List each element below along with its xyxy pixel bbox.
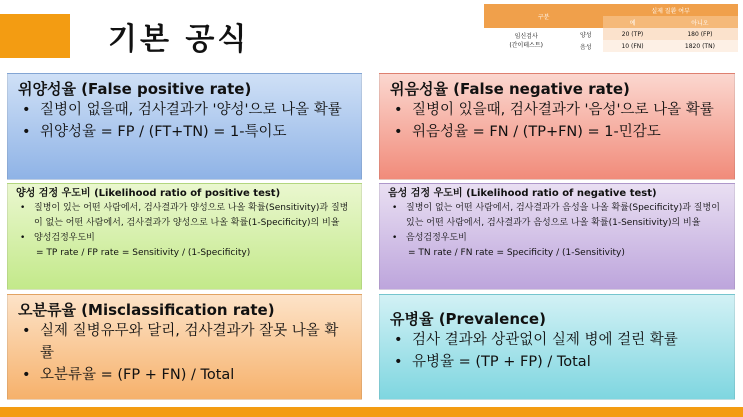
false-negative-box bbox=[379, 73, 735, 180]
table-cell-tn: 1820 (TN) bbox=[662, 40, 738, 52]
table-row-group-label: 임신검사 (간이테스트) bbox=[484, 28, 568, 52]
list-item: • 양성검정우도비 bbox=[16, 231, 353, 246]
list-item: • 위양성율 = FP / (FT+TN) = 1-특이도 bbox=[18, 121, 351, 143]
list-item: • 검사 결과와 상관없이 실제 병에 걸린 확률 bbox=[390, 329, 724, 351]
page-title: 기본 공식 bbox=[108, 22, 250, 57]
false-positive-title: 위양성율 (False positive rate) bbox=[18, 80, 252, 98]
list-item: • 질병이 있을때, 검사결과가 '음성'으로 나올 확률 bbox=[390, 99, 724, 121]
bottom-accent-bar bbox=[0, 407, 743, 417]
table-row-positive: 양성 bbox=[568, 28, 603, 40]
list-item: • 질병이 있는 어떤 사람에서, 검사결과가 양성으로 나올 확률(Sensitivity)과 질병이 없는 어떤 사람에서, 검사결과가 양성으로 나올 확률(1-Specificity)의 비율 bbox=[16, 201, 353, 231]
table-header-yes: 예 bbox=[603, 16, 662, 28]
lr-positive-box bbox=[7, 183, 362, 290]
table-row-negative: 음성 bbox=[568, 40, 603, 52]
table-header-group: 실제 질환 여부 bbox=[603, 4, 738, 16]
false-positive-box bbox=[7, 73, 362, 180]
table-header-no: 아니오 bbox=[662, 16, 738, 28]
misclassification-title: 오분류율 (Misclassification rate) bbox=[18, 301, 275, 319]
lr-negative-formula: = TN rate / FN rate = Specificity / (1-Sensitivity) bbox=[408, 248, 625, 258]
list-item: • 오분류율 = (FP + FN) / Total bbox=[18, 364, 351, 386]
prevalence-title: 유병율 (Prevalence) bbox=[390, 310, 546, 328]
misclassification-box bbox=[7, 294, 362, 400]
list-item: • 질병이 없는 어떤 사람에서, 검사결과가 음성을 나올 확률(Specificity)과 질병이 있는 어떤 사람에서, 검사결과가 음성으로 나올 확률(1-Sensitivity)의 비율 bbox=[388, 201, 726, 231]
lr-negative-box bbox=[379, 183, 735, 290]
table-cell-fn: 10 (FN) bbox=[603, 40, 662, 52]
table-header-category: 구분 bbox=[484, 4, 603, 28]
list-item: • 실제 질병유무와 달리, 검사결과가 잘못 나올 확률 bbox=[18, 320, 351, 364]
lr-positive-formula: = TP rate / FP rate = Sensitivity / (1-Specificity) bbox=[36, 248, 251, 258]
list-item: • 음성검정우도비 bbox=[388, 231, 726, 246]
table-cell-tp: 20 (TP) bbox=[603, 28, 662, 40]
list-item: • 질병이 없을때, 검사결과가 '양성'으로 나올 확률 bbox=[18, 99, 351, 121]
list-item: • 위음성율 = FN / (TP+FN) = 1-민감도 bbox=[390, 121, 724, 143]
title-accent-square bbox=[0, 14, 70, 58]
table-cell-fp: 180 (FP) bbox=[662, 28, 738, 40]
lr-positive-title: 양성 검정 우도비 (Likelihood ratio of positive test) bbox=[16, 188, 281, 199]
list-item: • 유병율 = (TP + FP) / Total bbox=[390, 351, 724, 373]
lr-negative-title: 음성 검정 우도비 (Likelihood ratio of negative test) bbox=[388, 188, 657, 199]
confusion-matrix-table bbox=[484, 4, 738, 52]
prevalence-box bbox=[379, 294, 735, 400]
false-negative-title: 위음성율 (False negative rate) bbox=[390, 80, 630, 98]
